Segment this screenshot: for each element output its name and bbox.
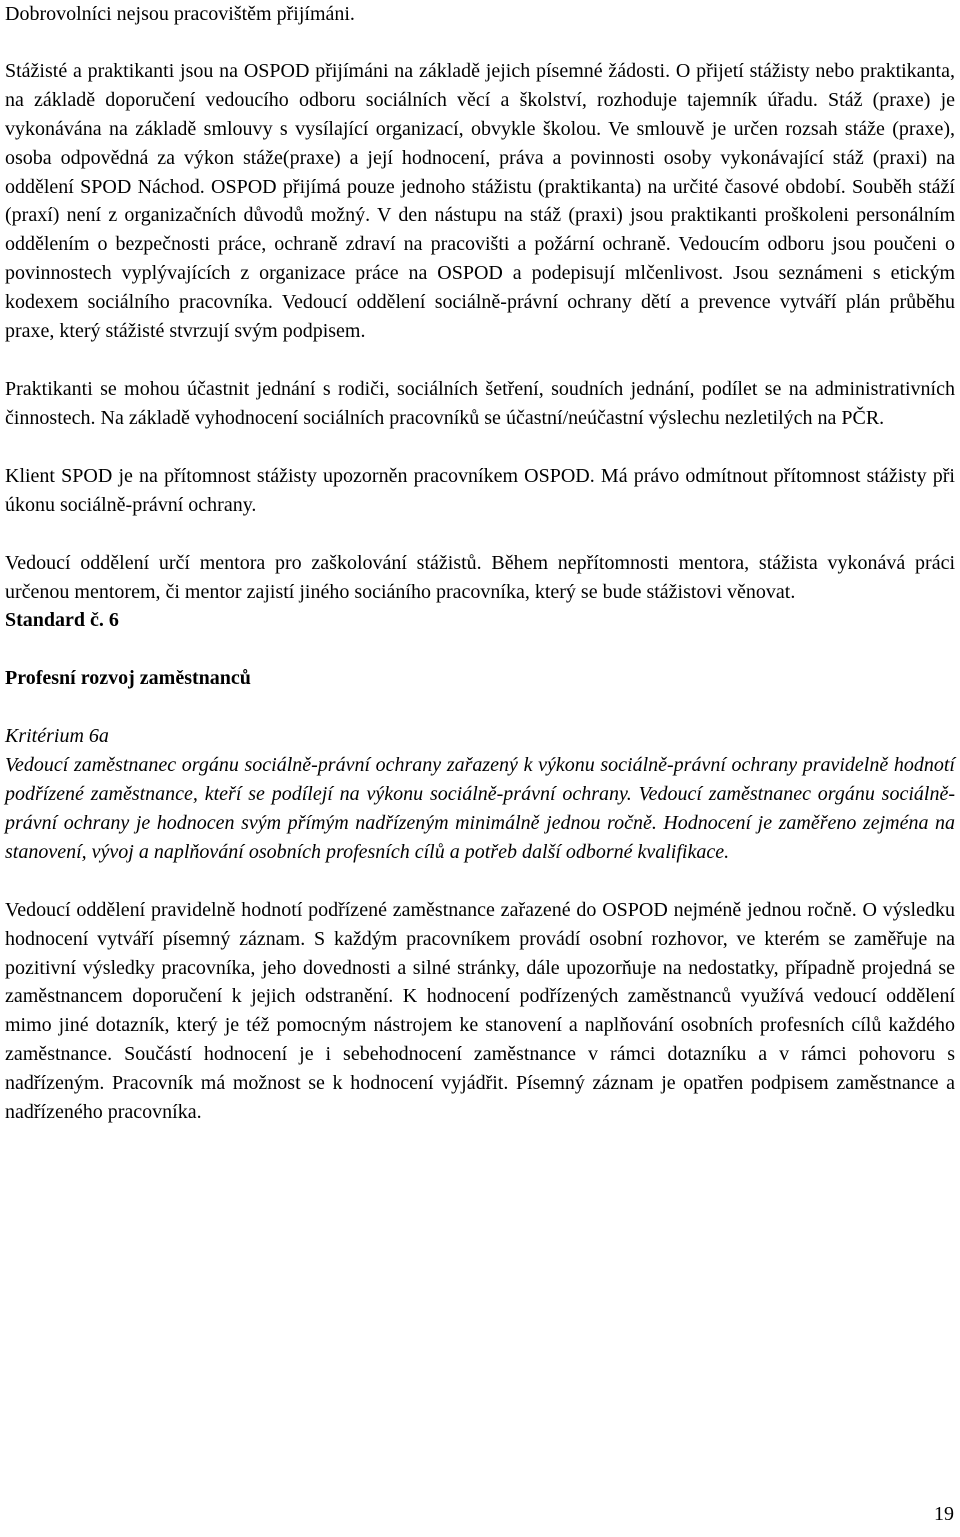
paragraph-volunteers: Dobrovolníci nejsou pracovištěm přijímáni.: [5, 3, 355, 25]
paragraph-evaluation: Vedoucí oddělení pravidelně hodnotí podřízené zaměstnance zařazené do OSPOD nejméně jednou ročně. O výsledku hodnocení vytváří písemný záznam. S každým pracovníkem provádí osobní rozhovor, ve kterém se zaměřuje na pozitivní výsledky pracovníka, jeho dovednosti a silné stránky, dále upozorňuje na nedostatky, případně projedná se zaměstnancem doporučení k jejich odstranění. K hodnocení podřízených zaměstnanců využívá vedoucí oddělení mimo jiné dotazník, který je též pomocným nástrojem ke stanovení a naplňování osobních profesních cílů každého zaměstnance. Součástí hodnocení je i sebehodnocení zaměstnance v rámci dotazníku a v rámci pohovoru s nadřízeným. Pracovník má možnost se k hodnocení vyjádřit. Písemný záznam je opatřen podpisem zaměstnance a nadřízeného pracovníka.: [5, 898, 955, 1124]
document-page: [5, 0, 955, 1127]
paragraph-mentor: Vedoucí oddělení určí mentora pro zaškolování stážistů. Během nepřítomnosti mentora, stážista vykonává práci určenou mentorem, či mentor zajistí jiného sociáního pracovníka, který se bude stážistovi věnovat.: [5, 551, 955, 603]
section-heading: Profesní rozvoj zaměstnanců: [5, 667, 251, 690]
criterion-label: Kritérium 6a: [5, 725, 109, 748]
page-number: 19: [934, 1503, 954, 1525]
criterion-text: Vedoucí zaměstnanec orgánu sociálně-právní ochrany zařazený k výkonu sociálně-právní ochrany pravidelně hodnotí podřízené zaměstnance, kteří se podílejí na výkonu sociálně-právní ochrany. Vedoucí zaměstnanec orgánu sociálně-právní ochrany je hodnocen svým přímým nadřízeným minimálně jednou ročně. Hodnocení je zaměřeno zejména na stanovení, vývoj a naplňování osobních profesních cílů a potřeb další odborné kvalifikace.: [5, 754, 955, 863]
standard-heading: Standard č. 6: [5, 609, 119, 632]
paragraph-client: Klient SPOD je na přítomnost stážisty upozorněn pracovníkem OSPOD. Má právo odmítnout přítomnost stážisty při úkonu sociálně-právní ochrany.: [5, 464, 955, 516]
paragraph-interns: Stážisté a praktikanti jsou na OSPOD přijímáni na základě jejich písemné žádosti. O přijetí stážisty nebo praktikanta, na základě doporučení vedoucího odboru sociálních věcí a školství, rozhoduje tajemník úřadu. Stáž (praxe) je vykonávána na základě smlouvy s vysílající organizací, obvykle školou. Ve smlouvě je určen rozsah stáže (praxe), osoba odpovědná za výkon stáže(praxe) a její hodnocení, práva a povinnosti osoby vykonávající stáž (praxi) na oddělení SPOD Náchod. OSPOD přijímá pouze jednoho stážistu (praktikanta) na určité časové období. Souběh stáží (praxí) není z organizačních důvodů možný. V den nástupu na stáž (praxi) jsou praktikanti proškoleni personálním oddělením o bezpečnosti práce, ochraně zdraví na pracovišti a požární ochraně. Vedoucím odboru jsou poučeni o povinnostech vyplývajících z organizace práce na OSPOD a podepisují mlčenlivost. Jsou seznámeni s etickým kodexem sociálního pracovníka. Vedoucí oddělení sociálně-právní ochrany dětí a prevence vytváří plán průběhu praxe, který stážisté stvrzují svým podpisem.: [5, 59, 955, 343]
paragraph-participation: Praktikanti se mohou účastnit jednání s rodiči, sociálních šetření, soudních jednání, podílet se na administrativních činnostech. Na základě vyhodnocení sociálních pracovníků se účastní/neúčastní výslechu nezletilých na PČR.: [5, 377, 955, 429]
